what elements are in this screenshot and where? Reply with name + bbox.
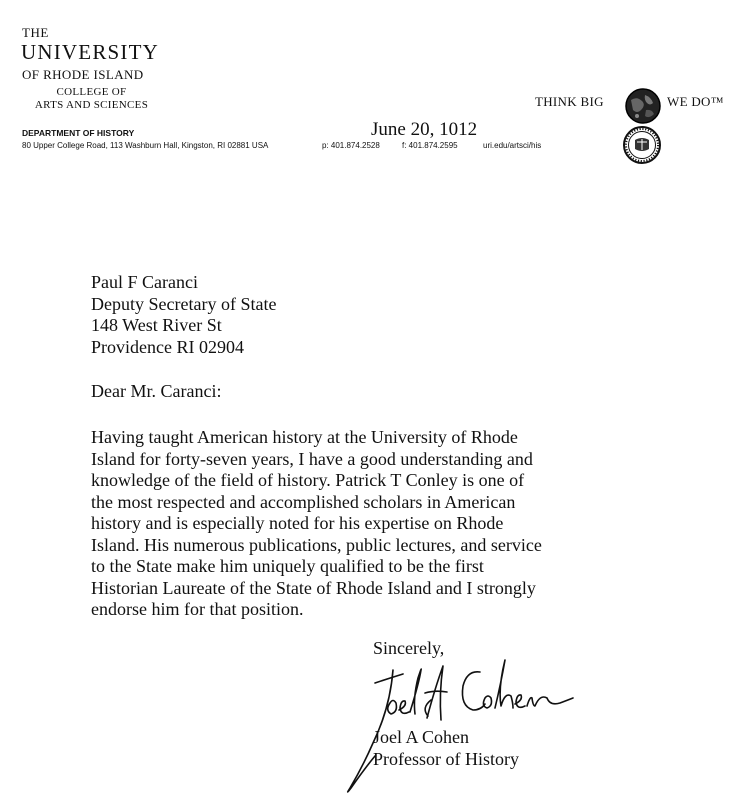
letterhead-web: uri.edu/artsci/his [483,141,542,150]
letterhead-rhode-island: OF RHODE ISLAND [22,67,144,82]
tagline-think-big: THINK BIG [535,94,604,109]
college-line-1: COLLEGE OF [56,86,127,98]
signature-title: Professor of History [373,749,519,769]
body-line: history and is especially noted for his expertise on Rhode [91,513,504,533]
college-line-2: ARTS AND SCIENCES [34,99,149,111]
letterhead-department: DEPARTMENT OF HISTORY [22,128,135,138]
body-line: Having taught American history at the University of Rhode [91,427,518,447]
recipient-street: 148 West River St [91,315,222,335]
body-line: Island for forty-seven years, I have a good understanding and [91,448,533,469]
body-line: the most respected and accomplished scholars in American [91,491,516,512]
tagline-we-do: WE DO™ [667,94,724,109]
recipient-city: Providence RI 02904 [91,336,244,357]
globe-icon [623,86,663,126]
body-line: Historian Laureate of the State of Rhode Island and I strongly [91,577,536,598]
university-seal-icon [622,125,662,165]
letter-date: June 20, 1012 [371,119,478,140]
letterhead-college [22,86,161,112]
body-line: Island. His numerous publications, public lectures, and service [91,534,542,555]
recipient-title: Deputy Secretary of State [91,293,277,314]
handwritten-signature [335,648,585,798]
body-line: knowledge of the field of history. Patrick T Conley is one of [91,470,525,490]
closing: Sincerely, [373,638,445,658]
recipient-name: Paul F Caranci [91,272,198,292]
letterhead-fax: f: 401.874.2595 [402,141,458,150]
letterhead-university: UNIVERSITY [21,40,159,64]
letterhead-address: 80 Upper College Road, 113 Washburn Hall, Kingston, RI 02881 USA [22,141,269,150]
signature-name: Joel A Cohen [373,727,470,747]
recipient-address [91,272,276,358]
body-line: endorse him for that position. [91,599,304,619]
salutation: Dear Mr. Caranci: [91,381,222,401]
body-line: to the State make him uniquely qualified to be the first [91,556,484,576]
letter-body [91,427,651,621]
letterhead-the: THE [22,25,49,40]
letterhead-phone: p: 401.874.2528 [322,141,380,150]
